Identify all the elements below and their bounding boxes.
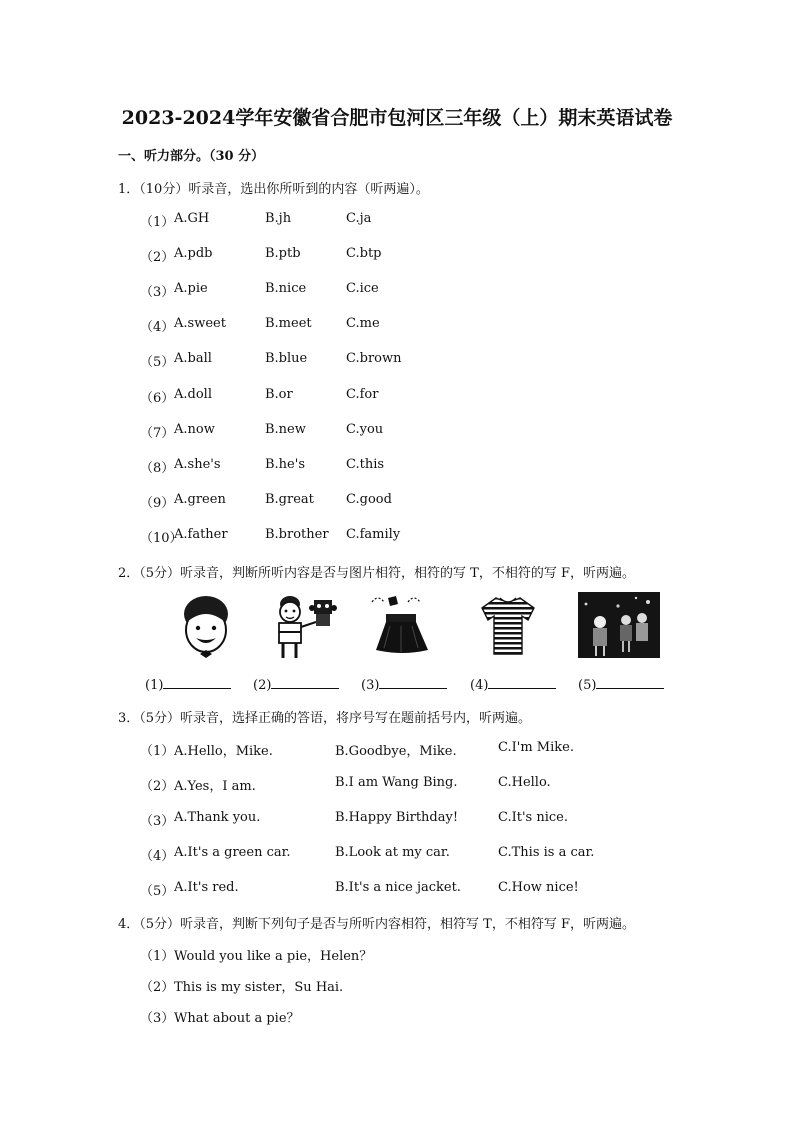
option-a: A.she's xyxy=(174,457,221,472)
option-number: （2） xyxy=(140,779,175,794)
page-title: 2023-2024学年安徽省合肥市包河区三年级（上）期末英语试卷 xyxy=(121,107,673,129)
option-c: C.me xyxy=(346,316,380,331)
sentence-number: （3） xyxy=(140,1011,175,1026)
option-b: B.blue xyxy=(265,351,308,366)
option-number: （7） xyxy=(140,426,175,441)
girl-portrait-image xyxy=(178,592,234,662)
answer-blank-label: (1) xyxy=(145,678,164,693)
option-a: A.green xyxy=(174,492,226,507)
sentence-number: （2） xyxy=(140,980,175,995)
option-c: C.family xyxy=(346,527,401,542)
option-a: A.Thank you. xyxy=(174,810,261,825)
answer-blank-label: (4) xyxy=(470,678,489,693)
answer-blank[interactable] xyxy=(578,676,664,693)
option-b: B.meet xyxy=(265,316,312,331)
option-c: C.good xyxy=(346,492,392,507)
boy-with-robot-image xyxy=(272,592,340,662)
question-4-heading: 4．（5分）听录音，判断下列句子是否与所听内容相符，相符写 T，不相符写 F，听两遍。 xyxy=(118,917,635,932)
option-number: （5） xyxy=(140,355,175,370)
option-number: （5） xyxy=(140,884,175,899)
option-c: C.How nice! xyxy=(498,880,579,895)
answer-underline[interactable] xyxy=(596,676,664,689)
option-c: C.Hello. xyxy=(498,775,551,790)
option-b: B.ptb xyxy=(265,246,301,261)
option-b: B.or xyxy=(265,387,293,402)
option-a: A.pdb xyxy=(174,246,213,261)
question-3-heading: 3．（5分）听录音，选择正确的答语，将序号写在题前括号内，听两遍。 xyxy=(118,711,532,726)
option-c: C.brown xyxy=(346,351,402,366)
option-a: A.now xyxy=(174,422,215,437)
option-a: A.father xyxy=(174,527,228,542)
option-b: B.jh xyxy=(265,211,292,226)
option-b: B.Goodbye，Mike. xyxy=(335,744,457,759)
sentence-text: Would you like a pie，Helen？ xyxy=(174,949,373,964)
option-a: A.sweet xyxy=(174,316,226,331)
option-b: B.nice xyxy=(265,281,307,296)
sentence-text: This is my sister，Su Hai. xyxy=(174,980,344,995)
option-number: （1） xyxy=(140,744,175,759)
skirt-image xyxy=(368,592,432,662)
answer-blank[interactable] xyxy=(470,676,556,693)
option-c: C.ja xyxy=(346,211,372,226)
option-b: B.great xyxy=(265,492,314,507)
option-c: C.you xyxy=(346,422,384,437)
answer-underline[interactable] xyxy=(488,676,556,689)
option-c: C.This is a car. xyxy=(498,845,595,860)
sentence-number: （1） xyxy=(140,949,175,964)
option-number: （8） xyxy=(140,461,175,476)
option-c: C.btp xyxy=(346,246,382,261)
option-a: A.pie xyxy=(174,281,208,296)
option-number: （6） xyxy=(140,391,175,406)
section-heading-listening: 一、听力部分。（30 分） xyxy=(118,149,265,164)
option-a: A.ball xyxy=(174,351,212,366)
option-a: A.GH xyxy=(174,211,210,226)
option-number: （10） xyxy=(140,531,183,546)
option-b: B.Happy Birthday! xyxy=(335,810,459,825)
option-b: B.It's a nice jacket. xyxy=(335,880,461,895)
answer-underline[interactable] xyxy=(271,676,339,689)
option-number: （3） xyxy=(140,814,175,829)
answer-blank-label: (5) xyxy=(578,678,597,693)
answer-blank[interactable] xyxy=(361,676,447,693)
option-c: C.this xyxy=(346,457,385,472)
option-number: （9） xyxy=(140,496,175,511)
option-number: （2） xyxy=(140,250,175,265)
family-night-scene-image xyxy=(578,592,660,662)
option-a: A.It's red. xyxy=(174,880,239,895)
answer-blank-label: (2) xyxy=(253,678,272,693)
option-a: A.Hello，Mike. xyxy=(174,744,273,759)
question-2-heading: 2．（5分）听录音，判断所听内容是否与图片相符，相符的写 T，不相符的写 F，听两遍。 xyxy=(118,566,635,581)
answer-blank[interactable] xyxy=(145,676,231,693)
option-c: C.I'm Mike. xyxy=(498,740,574,755)
striped-shirt-image xyxy=(480,592,536,662)
option-b: B.Look at my car. xyxy=(335,845,450,860)
answer-blank[interactable] xyxy=(253,676,339,693)
answer-underline[interactable] xyxy=(163,676,231,689)
option-number: （1） xyxy=(140,215,175,230)
option-a: A.It's a green car. xyxy=(174,845,291,860)
option-number: （3） xyxy=(140,285,175,300)
option-c: C.It's nice. xyxy=(498,810,568,825)
question-1-heading: 1．（10分）听录音，选出你所听到的内容（听两遍）。 xyxy=(118,182,429,197)
option-number: （4） xyxy=(140,849,175,864)
answer-blank-label: (3) xyxy=(361,678,380,693)
option-number: （4） xyxy=(140,320,175,335)
option-b: B.brother xyxy=(265,527,329,542)
option-c: C.for xyxy=(346,387,379,402)
option-c: C.ice xyxy=(346,281,379,296)
option-b: B.new xyxy=(265,422,306,437)
option-b: B.I am Wang Bing. xyxy=(335,775,458,790)
option-b: B.he's xyxy=(265,457,305,472)
option-a: A.Yes，I am. xyxy=(174,779,256,794)
option-a: A.doll xyxy=(174,387,212,402)
sentence-text: What about a pie？ xyxy=(174,1011,300,1026)
answer-underline[interactable] xyxy=(379,676,447,689)
